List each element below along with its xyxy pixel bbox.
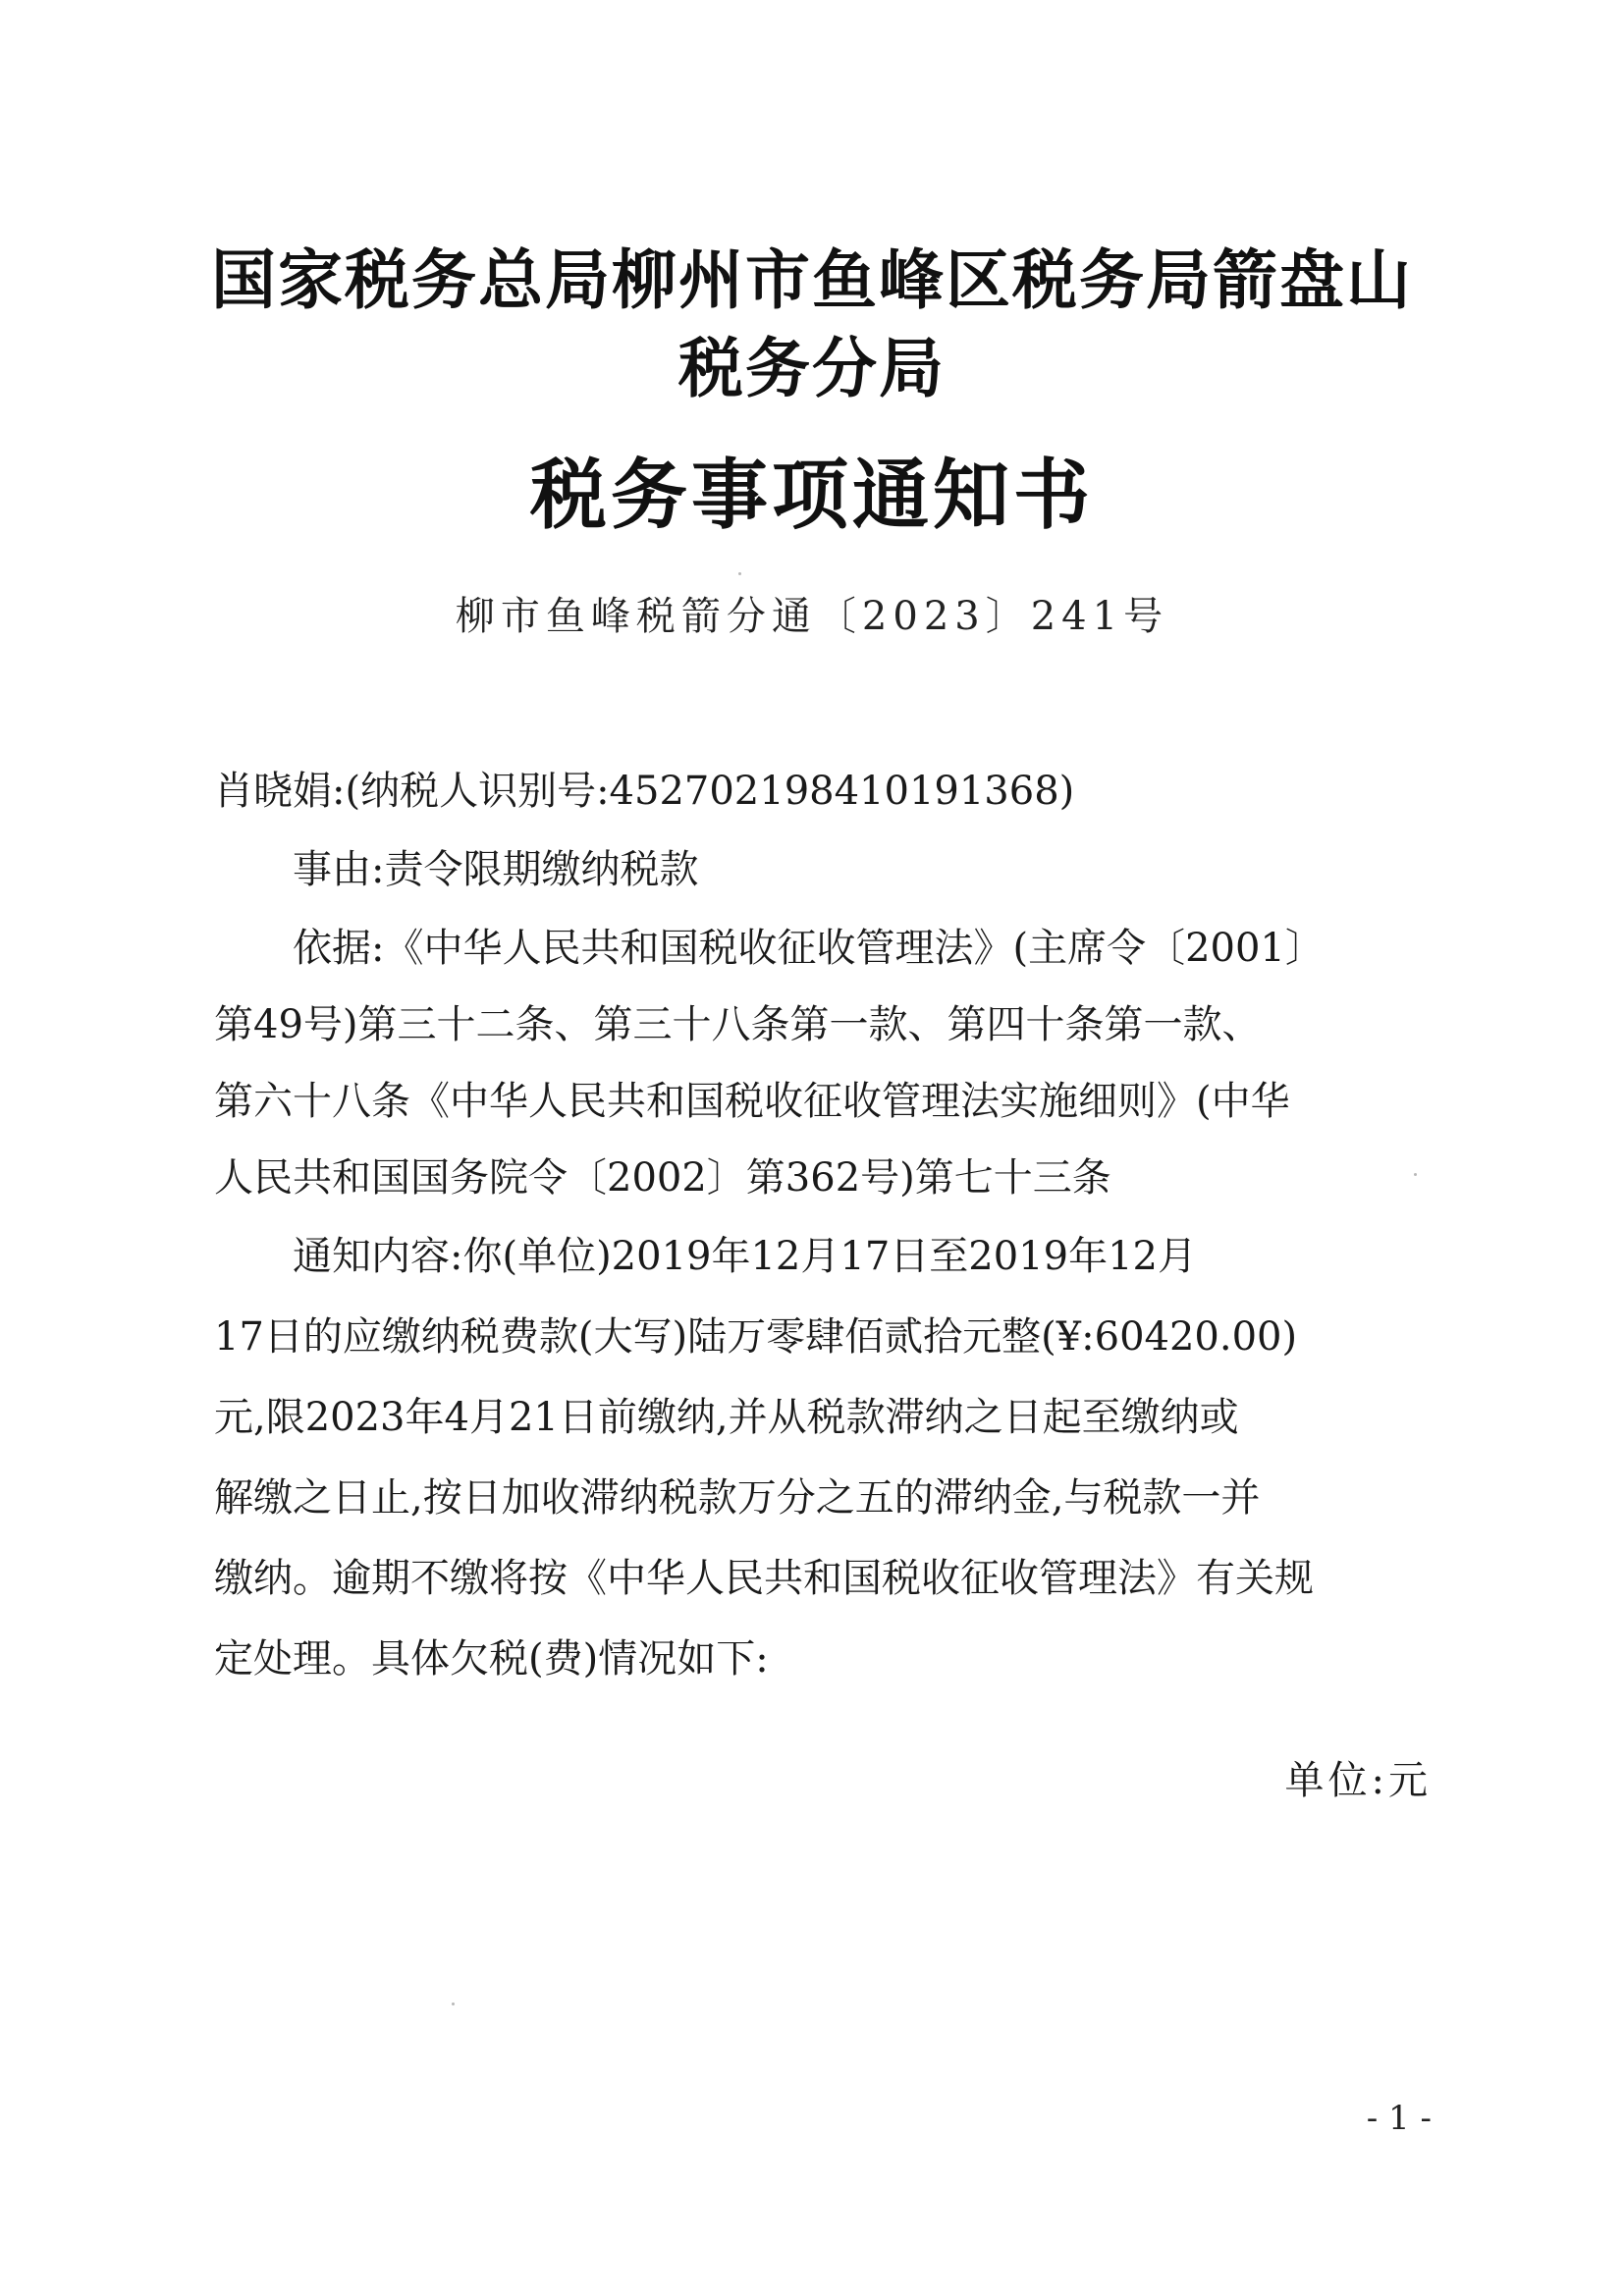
scan-speck [1414,1173,1417,1176]
notice-line: 解缴之日止,按日加收滞纳税款万分之五的滞纳金,与税款一并 [214,1475,1261,1521]
unit-label: 单位:元 [1284,1758,1432,1803]
issuing-authority-line-2: 税务分局 [678,331,946,406]
notice-line: 缴纳。逾期不缴将按《中华人民共和国税收征收管理法》有关规 [214,1556,1314,1601]
notice-line: 通知内容:你(单位)2019年12月17日至2019年12月 [293,1234,1197,1279]
basis-line: 依据:《中华人民共和国税收征收管理法》(主席令〔2001〕 [293,926,1325,971]
recipient-line: 肖晓娟:(纳税人识别号:452702198410191368) [214,769,1075,814]
notice-line: 定处理。具体欠税(费)情况如下: [214,1636,769,1682]
basis-line: 第六十八条《中华人民共和国税收征收管理法实施细则》(中华 [214,1079,1290,1124]
basis-line: 人民共和国国务院令〔2002〕第362号)第七十三条 [214,1155,1111,1201]
scan-speck [738,572,741,575]
page-number: - 1 - [1366,2099,1432,2138]
notice-line: 17日的应缴纳税费款(大写)陆万零肆佰贰拾元整(¥:60420.00) [214,1314,1298,1360]
basis-line: 第49号)第三十二条、第三十八条第一款、第四十条第一款、 [214,1002,1262,1047]
document-title: 税务事项通知书 [529,452,1094,540]
basis-paragraph [214,921,1432,1215]
notice-line: 元,限2023年4月21日前缴纳,并从税款滞纳之日起至缴纳或 [214,1395,1239,1440]
scan-speck [452,2002,455,2005]
reason-line: 事由:责令限期缴纳税款 [293,847,699,892]
issuing-authority-line-1: 国家税务总局柳州市鱼峰区税务局箭盘山 [211,242,1413,318]
document-number: 柳市鱼峰税箭分通〔2023〕241号 [455,594,1169,639]
notice-paragraph [214,1229,1432,1690]
